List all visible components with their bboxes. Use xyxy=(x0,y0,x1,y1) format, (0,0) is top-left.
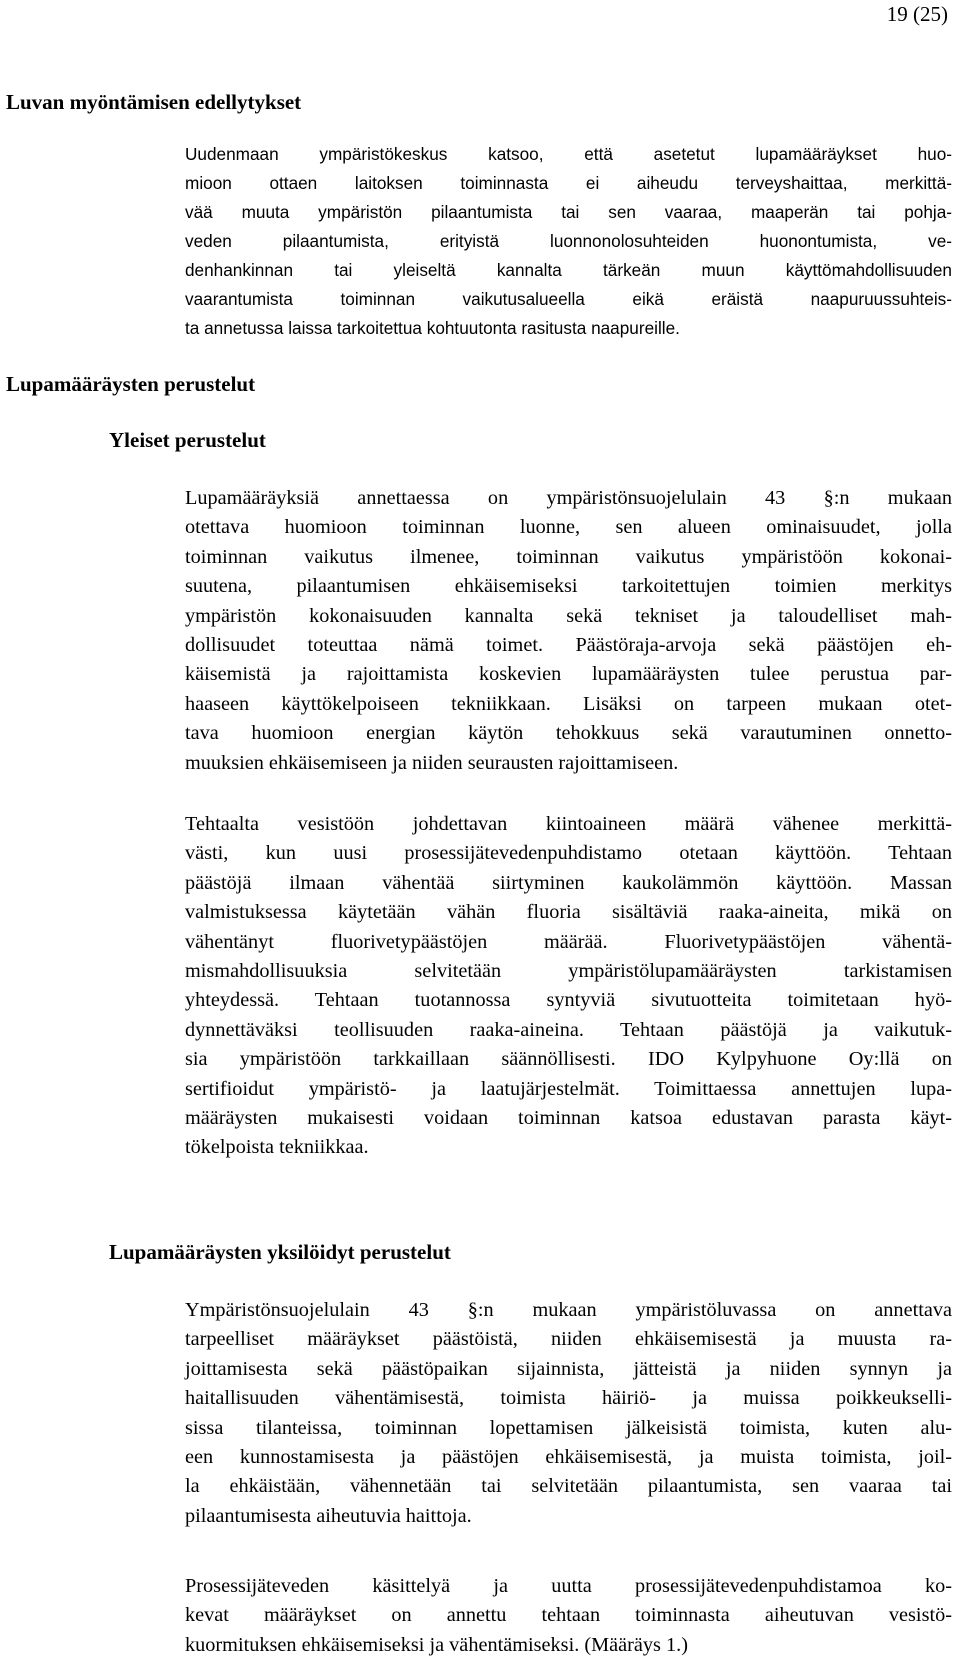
text-line: päästöjä ilmaan vähentää siirtyminen kaukolämmön käyttöön. Massan xyxy=(185,871,952,894)
text-line: Ympäristönsuojelulain 43 §:n mukaan ympäristöluvassa on annettava xyxy=(185,1299,952,1321)
paragraph-yleiset-2 xyxy=(185,810,952,1163)
text-line: pilaantumisesta aiheutuvia haittoja. xyxy=(185,1504,472,1527)
text-line: otettava huomioon toiminnan luonne, sen alueen ominaisuudet, jolla xyxy=(185,516,952,539)
text-line: suutena, pilaantumisen ehkäisemiseksi tarkoitettujen toimien merkitys xyxy=(185,575,952,598)
paragraph-yksiloidyt-1 xyxy=(185,1296,952,1531)
text-line: vaarantumista toiminnan vaikutusalueella eikä eräistä naapuruussuhteis- xyxy=(185,289,952,309)
text-line: la ehkäistään, vähennetään tai selvitetään pilaantumista, sen vaaraa tai xyxy=(185,1475,952,1498)
text-line: muuksien ehkäisemiseen ja niiden seurausten rajoittamiseen. xyxy=(185,751,679,774)
text-line: haaseen käyttökelpoiseen tekniikkaan. Lisäksi on tarpeen mukaan otet- xyxy=(185,692,952,715)
text-line: dynnettäväksi teollisuuden raaka-aineina. Tehtaan päästöjä ja vaikutuk- xyxy=(185,1018,952,1041)
paragraph-luvan-edellytykset xyxy=(185,140,952,343)
text-line: ympäristön kokonaisuuden kannalta sekä tekniset ja taloudelliset mah- xyxy=(185,604,952,627)
text-line: västi, kun uusi prosessijätevedenpuhdistamo otetaan käyttöön. Tehtaan xyxy=(185,842,952,865)
text-line: kevat määräykset on annettu tehtaan toiminnasta aiheutuvan vesistö- xyxy=(185,1604,952,1627)
paragraph-yksiloidyt-2 xyxy=(185,1572,952,1660)
heading-luvan-myontamisen-edellytykset: Luvan myöntämisen edellytykset xyxy=(6,90,302,114)
text-line: vää muuta ympäristön pilaantumista tai sen vaaraa, maaperän tai pohja- xyxy=(185,202,952,222)
text-line: vähentänyt fluorivetypäästöjen määrää. Fluorivetypäästöjen vähentä- xyxy=(185,930,952,953)
heading-lupamaaraysten-perustelut: Lupamääräysten perustelut xyxy=(6,372,256,396)
heading-lupamaaraysten-yksiloidyt-perustelut: Lupamääräysten yksilöidyt perustelut xyxy=(109,1240,451,1264)
text-line: käisemistä ja rajoittamista koskevien lupamääräysten tulee perustua par- xyxy=(185,663,952,686)
text-line: kuormituksen ehkäisemiseksi ja vähentämiseksi. (Määräys 1.) xyxy=(185,1633,688,1656)
page-number: 19 (25) xyxy=(886,2,948,26)
text-line: valmistuksessa käytetään vähän fluoria sisältäviä raaka-aineita, mikä on xyxy=(185,901,952,924)
text-line: denhankinnan tai yleiseltä kannalta tärkeän muun käyttömahdollisuuden xyxy=(185,260,952,280)
text-line: määräysten mukaisesti voidaan toiminnan katsoa edustavan parasta käyt- xyxy=(185,1107,952,1130)
text-line: toiminnan vaikutus ilmenee, toiminnan vaikutus ympäristöön kokonai- xyxy=(185,545,952,568)
text-line: Tehtaalta vesistöön johdettavan kiintoaineen määrä vähenee merkittä- xyxy=(185,813,952,835)
text-line: ta annetussa laissa tarkoitettua kohtuutonta rasitusta naapureille. xyxy=(185,318,680,338)
text-line: een kunnostamisesta ja päästöjen ehkäisemisestä, ja muista toimista, joil- xyxy=(185,1446,952,1469)
text-line: Uudenmaan ympäristökeskus katsoo, että asetetut lupamääräykset huo- xyxy=(185,144,952,164)
text-line: sia ympäristöön tarkkaillaan säännöllisesti. IDO Kylpyhuone Oy:llä on xyxy=(185,1048,952,1071)
text-line: haitallisuuden vähentämisestä, toimista häiriö- ja muissa poikkeukselli- xyxy=(185,1387,952,1410)
text-line: mismahdollisuuksia selvitetään ympäristölupamääräysten tarkistamisen xyxy=(185,960,952,983)
text-line: veden pilaantumista, erityistä luonnonolosuhteiden huonontumista, ve- xyxy=(185,231,952,251)
text-line: Prosessijäteveden käsittelyä ja uutta prosessijätevedenpuhdistamoa ko- xyxy=(185,1575,952,1597)
heading-yleiset-perustelut: Yleiset perustelut xyxy=(109,428,266,452)
text-line: joittamisesta sekä päästöpaikan sijainnista, jätteistä ja niiden synnyn ja xyxy=(185,1357,952,1380)
text-line: sertifioidut ympäristö- ja laatujärjestelmät. Toimittaessa annettujen lupa- xyxy=(185,1077,952,1100)
paragraph-yleiset-1 xyxy=(185,484,952,778)
text-line: tarpeelliset määräykset päästöistä, niiden ehkäisemisestä ja muusta ra- xyxy=(185,1328,952,1351)
text-line: Lupamääräyksiä annettaessa on ympäristönsuojelulain 43 §:n mukaan xyxy=(185,487,952,509)
text-line: dollisuudet toteuttaa nämä toimet. Päästöraja-arvoja sekä päästöjen eh- xyxy=(185,634,952,657)
text-line: tava huomioon energian käytön tehokkuus sekä varautuminen onnetto- xyxy=(185,722,952,745)
text-line: yhteydessä. Tehtaan tuotannossa syntyviä sivutuotteita toimitetaan hyö- xyxy=(185,989,952,1012)
text-line: mioon ottaen laitoksen toiminnasta ei aiheudu terveyshaittaa, merkittä- xyxy=(185,173,952,193)
text-line: tökelpoista tekniikkaa. xyxy=(185,1136,369,1159)
text-line: sissa tilanteissa, toiminnan lopettamisen jälkeisistä toimista, kuten alu- xyxy=(185,1416,952,1439)
